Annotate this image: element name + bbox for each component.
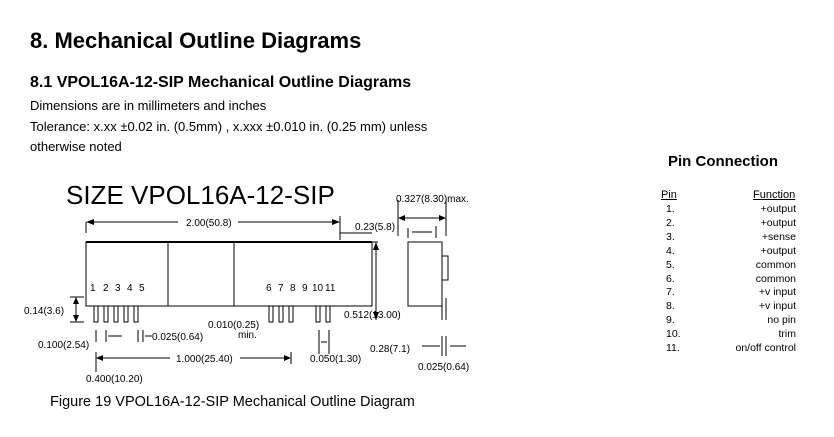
dim-side-depth: 0.28(7.1): [370, 344, 411, 355]
pin-number: 4.: [666, 244, 675, 257]
pin-function: on/off control: [735, 342, 796, 354]
pin-number: 3.: [666, 230, 675, 243]
side-view-body: [408, 242, 442, 306]
pin-function: common: [755, 258, 796, 271]
pin-function: no pin: [767, 314, 796, 327]
function-column-header: Function: [753, 189, 796, 201]
pin-number: 6.: [666, 272, 675, 285]
pin-label-5: 5: [139, 283, 145, 294]
subsection-title: 8.1 VPOL16A-12-SIP Mechanical Outline Diagrams: [30, 74, 412, 91]
dim-length: 2.00(50.8): [186, 218, 232, 229]
dim-top-offset: 0.23(5.8): [355, 222, 396, 233]
pin-label-8: 8: [290, 283, 296, 294]
intro-line-dimensions: Dimensions are in millimeters and inches: [30, 98, 267, 113]
module-center-block: [168, 242, 234, 306]
size-label: SIZE VPOL16A-12-SIP: [66, 180, 335, 210]
dim-side-gap: 0.050(1.30): [310, 354, 362, 365]
pin-label-6: 6: [266, 283, 272, 294]
dim-height: 0.512(13.00): [344, 310, 401, 321]
pin-function: trim: [778, 328, 796, 341]
pin-function: +output: [760, 216, 796, 229]
right-pins: [269, 306, 330, 322]
dim-pin-width: 0.025(0.64): [152, 332, 204, 343]
section-title: 8. Mechanical Outline Diagrams: [30, 28, 362, 53]
pin-number: 8.: [666, 300, 675, 313]
dim-first-pin: 0.400(10.20): [86, 374, 143, 385]
pin-number: 11.: [666, 342, 680, 354]
pin-label-1: 1: [90, 283, 96, 294]
pin-label-9: 9: [302, 283, 308, 294]
dim-pin-span: 1.000(25.40): [176, 354, 233, 365]
pin-label-10: 10: [312, 283, 324, 294]
pin-label-7: 7: [278, 283, 284, 294]
side-view-tab: [442, 256, 448, 280]
pin-number: 7.: [666, 286, 675, 299]
dim-min-clearance: 0.010(0.25): [208, 320, 260, 331]
pin-label-3: 3: [115, 283, 121, 294]
left-pins: [94, 306, 138, 322]
pin-function: +output: [760, 244, 796, 257]
module-body-outline: [86, 242, 372, 306]
pin-number: 1.: [666, 203, 675, 215]
pin-labels-right: [266, 283, 336, 294]
pin-number: 5.: [666, 258, 675, 271]
intro-line-tolerance-cont: otherwise noted: [30, 139, 122, 154]
pin-connection-title: Pin Connection: [668, 153, 778, 170]
pin-number: 2.: [666, 216, 675, 229]
pin-column-header: Pin: [661, 189, 677, 201]
figure-caption: Figure 19 VPOL16A-12-SIP Mechanical Outline Diagram: [50, 394, 415, 410]
dim-depth-max: 0.327(8.30)max.: [396, 194, 469, 205]
pin-function: +output: [760, 203, 796, 215]
pin-function: +v input: [758, 300, 796, 313]
pin-number: 9.: [666, 314, 675, 327]
pin-function: common: [755, 272, 796, 285]
dim-pin-length: 0.14(3.6): [24, 306, 65, 317]
intro-line-tolerance: Tolerance: x.xx ±0.02 in. (0.5mm) , x.xxx ±0.010 in. (0.25 mm) unless: [30, 119, 428, 134]
pin-label-11: 11: [325, 283, 336, 294]
dim-pin-pitch: 0.100(2.54): [38, 340, 90, 351]
pin-function: +v input: [758, 286, 796, 299]
pin-labels-left: [90, 283, 145, 294]
dim-min-label: min.: [238, 330, 257, 341]
pin-label-2: 2: [103, 283, 109, 294]
pin-label-4: 4: [127, 283, 133, 294]
dim-side-pin-width: 0.025(0.64): [418, 362, 470, 373]
pin-number: 10.: [666, 328, 681, 341]
pin-function: +sense: [761, 230, 796, 243]
